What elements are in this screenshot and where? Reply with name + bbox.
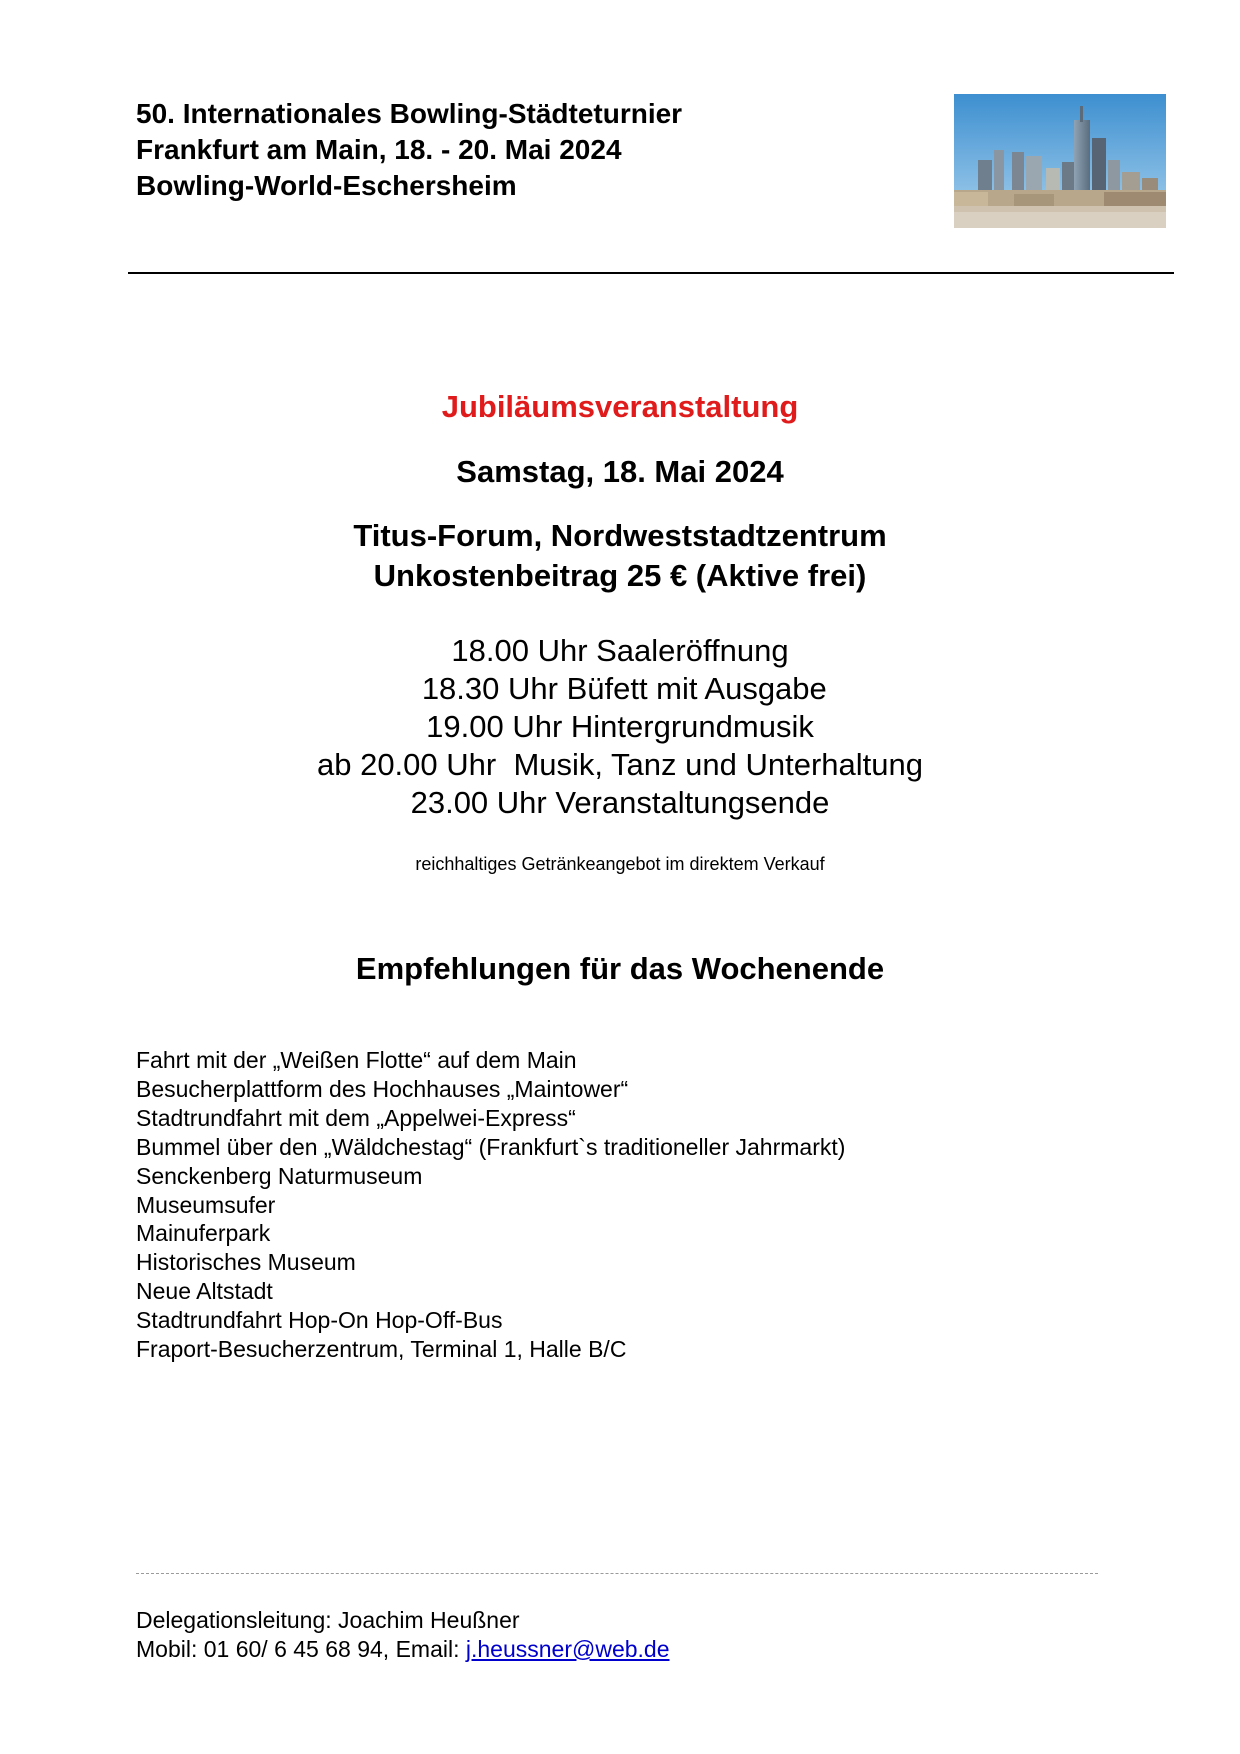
schedule-item: 19.00 Uhr Hintergrundmusik <box>426 709 814 744</box>
schedule-item: 18.00 Uhr Saaleröffnung <box>451 633 789 668</box>
list-item: Museumsufer <box>136 1191 276 1218</box>
list-item: Stadtrundfahrt Hop-On Hop-Off-Bus <box>136 1307 503 1334</box>
list-item: Historisches Museum <box>136 1249 356 1276</box>
recommendations-list <box>136 1046 845 1364</box>
delegation-lead: Delegationsleitung: Joachim Heußner <box>136 1607 520 1633</box>
event-title: Jubiläumsveranstaltung <box>441 389 799 424</box>
list-item: Stadtrundfahrt mit dem „Appelwei-Express“ <box>136 1104 576 1131</box>
email-link[interactable]: j.heussner@web.de <box>465 1636 670 1662</box>
contact-phone: Mobil: 01 60/ 6 45 68 94, Email: <box>136 1636 466 1662</box>
event-venue: Titus-Forum, Nordweststadtzentrum <box>353 518 887 553</box>
frankfurt-skyline-photo <box>954 94 1166 228</box>
list-item: Fraport-Besucherzentrum, Terminal 1, Halle B/C <box>136 1336 627 1363</box>
header-line-venue: Bowling-World-Eschersheim <box>136 170 517 201</box>
recommendations-heading: Empfehlungen für das Wochenende <box>355 951 885 986</box>
drinks-note: reichhaltiges Getränkeangebot im direktem Verkauf <box>415 854 825 874</box>
footer-contact <box>136 1606 670 1664</box>
contact-line <box>136 1635 670 1664</box>
footer-divider <box>136 1573 1098 1574</box>
event-fee: Unkostenbeitrag 25 € (Aktive frei) <box>373 558 867 593</box>
event-venue-block <box>0 516 1240 596</box>
header-title <box>136 96 682 204</box>
list-item: Besucherplattform des Hochhauses „Maintower“ <box>136 1075 629 1102</box>
list-item: Senckenberg Naturmuseum <box>136 1162 423 1189</box>
list-item: Fahrt mit der „Weißen Flotte“ auf dem Main <box>136 1047 577 1073</box>
list-item: Bummel über den „Wäldchestag“ (Frankfurt`s traditioneller Jahrmarkt) <box>136 1133 846 1160</box>
schedule-item: 18.30 Uhr Büfett mit Ausgabe <box>413 671 827 706</box>
header-divider <box>128 272 1174 274</box>
schedule-item: ab 20.00 Uhr Musik, Tanz und Unterhaltung <box>316 747 923 782</box>
schedule-item: 23.00 Uhr Veranstaltungsende <box>410 785 830 820</box>
list-item: Mainuferpark <box>136 1220 271 1247</box>
event-date: Samstag, 18. Mai 2024 <box>456 454 784 489</box>
event-schedule <box>0 632 1240 822</box>
header-line-tournament: 50. Internationales Bowling-Städteturnier <box>136 98 683 129</box>
header-line-location-date: Frankfurt am Main, 18. - 20. Mai 2024 <box>136 134 622 165</box>
list-item: Neue Altstadt <box>136 1278 273 1305</box>
